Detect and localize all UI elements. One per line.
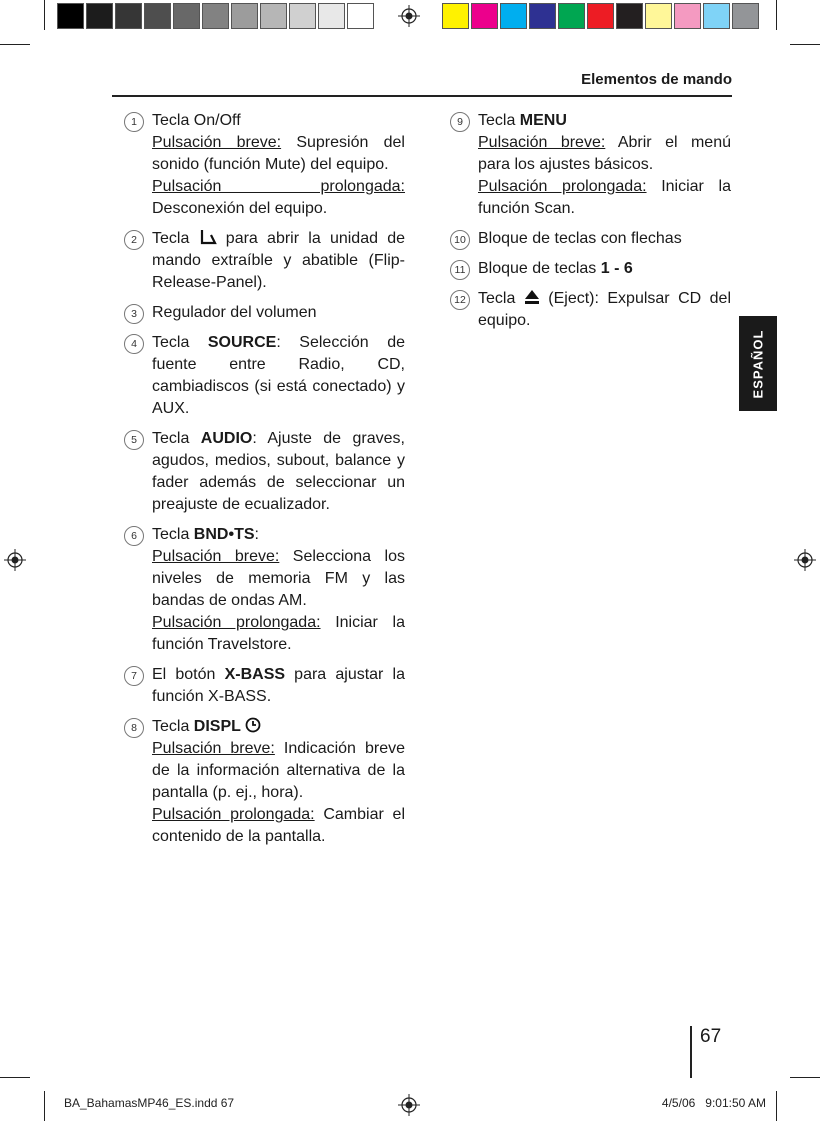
language-tab: ESPAÑOL	[739, 316, 777, 411]
item-number: 10	[450, 230, 470, 250]
list-item: 8 Tecla DISPL Pulsación breve: Indicación breve de la información alternativa de la pantalla (p. ej., hora). Pulsación prolongada: Cambiar el contenido de la pantalla.	[132, 716, 405, 848]
swatch	[202, 3, 229, 29]
right-column	[454, 110, 732, 340]
eject-icon	[524, 289, 540, 305]
page-header: Elementos de mando	[581, 71, 732, 88]
item-number: 4	[124, 334, 144, 354]
registration-mark-icon	[398, 1094, 420, 1116]
clock-icon	[245, 717, 261, 733]
swatch	[173, 3, 200, 29]
swatch	[318, 3, 345, 29]
list-item: 4 Tecla SOURCE: Selección de fuente entre Radio, CD, cambiadiscos (si está conectado) y AUX.	[132, 332, 405, 420]
swatch	[674, 3, 701, 29]
swatch	[529, 3, 556, 29]
list-item: 1 Tecla On/Off Pulsación breve: Supresión del sonido (función Mute) del equipo. Pulsación prolongada: Desconexión del equipo.	[132, 110, 405, 220]
grayscale-bar	[57, 3, 376, 29]
swatch	[144, 3, 171, 29]
crop-mark	[776, 0, 777, 30]
list-item: 5 Tecla AUDIO: Ajuste de graves, agudos, medios, subout, balance y fader además de seleccionar un preajuste de ecualizador.	[132, 428, 405, 516]
item-number: 2	[124, 230, 144, 250]
swatch	[645, 3, 672, 29]
swatch	[732, 3, 759, 29]
footer-timestamp: 4/5/06 9:01:50 AM	[661, 1096, 766, 1110]
list-item: 3 Regulador del volumen	[132, 302, 405, 324]
item-number: 6	[124, 526, 144, 546]
registration-mark-icon	[4, 549, 26, 571]
crop-mark	[776, 1091, 777, 1121]
page-number: 67	[700, 1026, 722, 1047]
swatch	[231, 3, 258, 29]
crop-mark	[790, 44, 820, 45]
swatch	[86, 3, 113, 29]
registration-mark-icon	[398, 5, 420, 27]
list-item: 2 Tecla para abrir la unidad de mando extraíble y abatible (Flip-Release-Panel).	[132, 228, 405, 294]
registration-mark-icon	[794, 549, 816, 571]
flip-release-icon	[199, 229, 217, 245]
color-bar	[442, 3, 761, 29]
list-item: 11 Bloque de teclas 1 - 6	[458, 258, 731, 280]
swatch	[558, 3, 585, 29]
swatch	[347, 3, 374, 29]
swatch	[289, 3, 316, 29]
crop-mark	[44, 1091, 45, 1121]
item-number: 8	[124, 718, 144, 738]
item-number: 1	[124, 112, 144, 132]
list-item: 9 Tecla MENU Pulsación breve: Abrir el menú para los ajustes básicos. Pulsación prolongada: Iniciar la función Scan.	[458, 110, 731, 220]
swatch	[500, 3, 527, 29]
item-number: 3	[124, 304, 144, 324]
crop-mark	[0, 44, 30, 45]
item-number: 7	[124, 666, 144, 686]
crop-mark	[790, 1077, 820, 1078]
header-rule	[112, 95, 732, 97]
item-number: 5	[124, 430, 144, 450]
list-item: 12 Tecla (Eject): Expulsar CD del equipo.	[458, 288, 731, 332]
swatch	[260, 3, 287, 29]
list-item: 7 El botón X-BASS para ajustar la función X-BASS.	[132, 664, 405, 708]
list-item: 6 Tecla BND•TS: Pulsación breve: Selecciona los niveles de memoria FM y las bandas de ondas AM. Pulsación prolongada: Iniciar la función Travelstore.	[132, 524, 405, 656]
footer-file: BA_BahamasMP46_ES.indd 67	[64, 1096, 235, 1110]
swatch	[115, 3, 142, 29]
crop-mark	[0, 1077, 30, 1078]
swatch	[442, 3, 469, 29]
swatch	[616, 3, 643, 29]
crop-mark	[44, 0, 45, 30]
page-number-bar	[690, 1026, 692, 1078]
list-item: 10 Bloque de teclas con flechas	[458, 228, 731, 250]
item-number: 12	[450, 290, 470, 310]
swatch	[703, 3, 730, 29]
left-column	[132, 110, 405, 856]
swatch	[587, 3, 614, 29]
swatch	[57, 3, 84, 29]
item-number: 9	[450, 112, 470, 132]
item-number: 11	[450, 260, 470, 280]
swatch	[471, 3, 498, 29]
